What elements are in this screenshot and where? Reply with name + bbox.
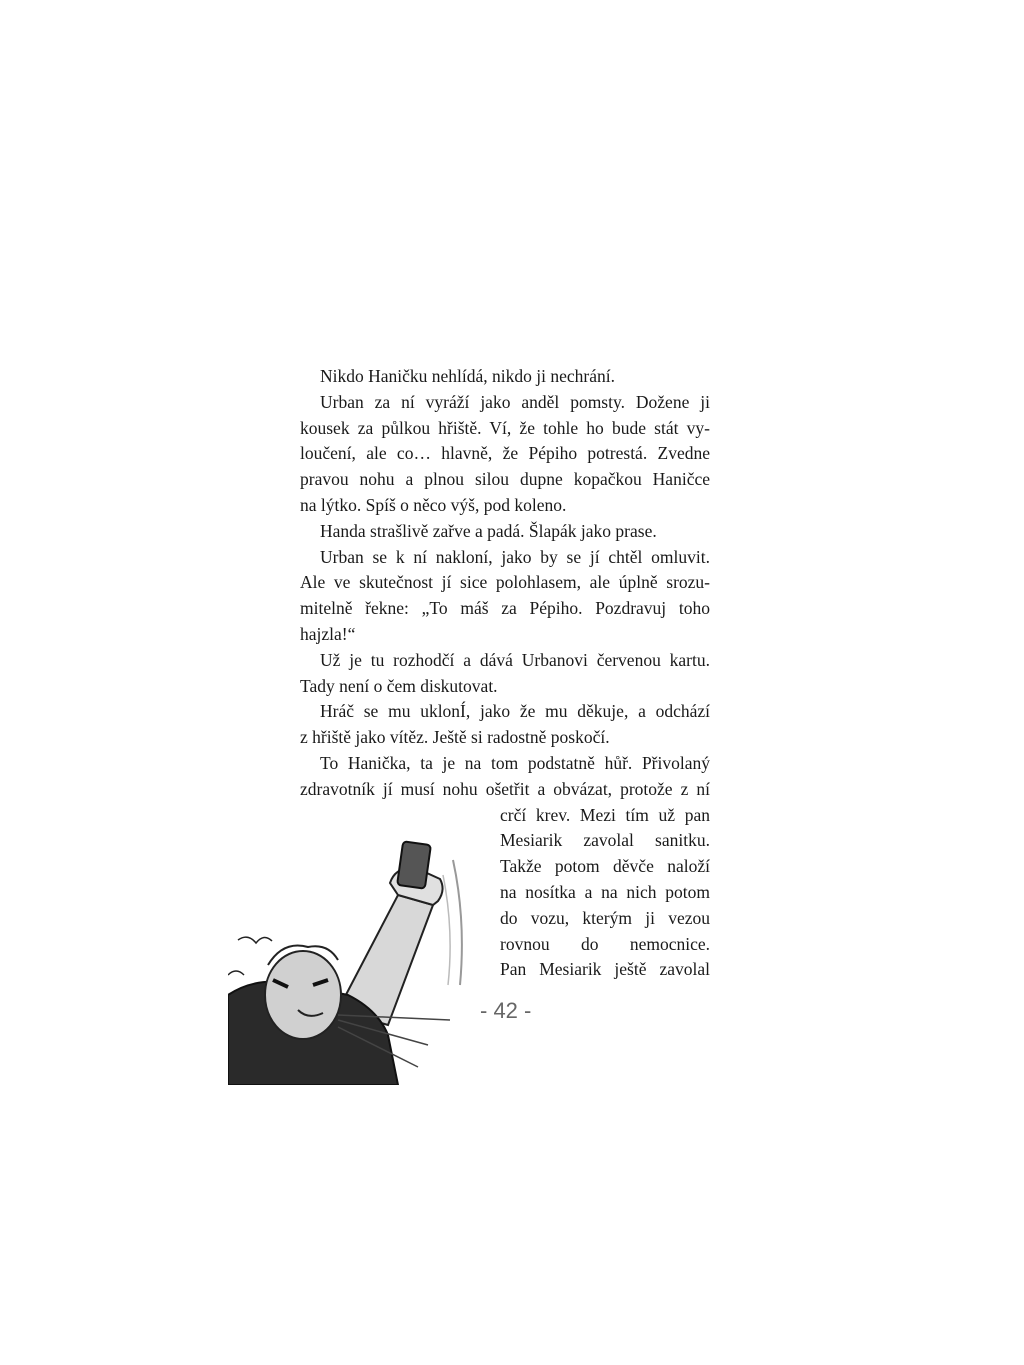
motion-line: [443, 875, 450, 985]
text-line: Takže potom děvče naloží: [500, 856, 710, 877]
page-number: - 42 -: [480, 998, 532, 1023]
text-line: pravou nohu a plnou silou dupne kopačkou Haničce: [300, 469, 710, 490]
text-line: Už je tu rozhodčí a dává Urbanovi červenou kartu.: [320, 649, 710, 670]
text-line: Urban se k ní nakloní, jako by se jí chtěl omluvit.: [320, 546, 710, 567]
motion-line: [453, 860, 462, 985]
text-line: na lýtko. Spíš o něco výš, pod koleno.: [300, 494, 567, 515]
text-line: crčí krev. Mezi tím už pan: [500, 804, 710, 825]
text-line: Nikdo Haničku nehlídá, nikdo ji nechrání.: [320, 366, 615, 386]
text-line: Mesiarik zavolal sanitku.: [500, 830, 710, 851]
red-card: [397, 841, 431, 888]
text-line: Hráč se mu uklonÍ, jako že mu děkuje, a odchází: [320, 701, 710, 722]
text-line: z hřiště jako vítěz. Ještě si radostně poskočí.: [300, 727, 610, 748]
text-line: Tady není o čem diskutovat.: [300, 675, 498, 696]
text-line: zdravotník jí musí nohu ošetřit a obvázat, protože z ní: [300, 778, 710, 799]
text-line: hajzla!“: [300, 623, 356, 644]
text-line: kousek za půlkou hřiště. Ví, že tohle ho bude stát vy-: [300, 417, 710, 438]
text-line: mitelně řekne: „To máš za Pépiho. Pozdravuj toho: [300, 598, 710, 619]
referee-illustration: [228, 835, 468, 1085]
text-line: loučení, ale co… hlavně, že Pépiho potrestá. Zvedne: [300, 443, 710, 464]
text-line: na nosítka a na nich potom: [500, 881, 710, 902]
squiggle: [238, 937, 272, 943]
text-line: rovnou do nemocnice.: [500, 933, 710, 954]
text-line: Ale ve skutečnost jí sice polohlasem, ale úplně srozu-: [300, 572, 710, 593]
text-line: Pan Mesiarik ještě zavolal: [500, 959, 710, 980]
text-line: To Hanička, ta je na tom podstatně hůř. Přivolaný: [320, 752, 710, 773]
squiggle: [228, 971, 244, 975]
text-line: do vozu, kterým ji vezou: [500, 907, 710, 928]
text-line: Urban za ní vyráží jako anděl pomsty. Dožene ji: [320, 391, 710, 412]
referee-head: [265, 951, 341, 1039]
text-line: Handa strašlivě zařve a padá. Šlapák jako prase.: [320, 520, 657, 541]
